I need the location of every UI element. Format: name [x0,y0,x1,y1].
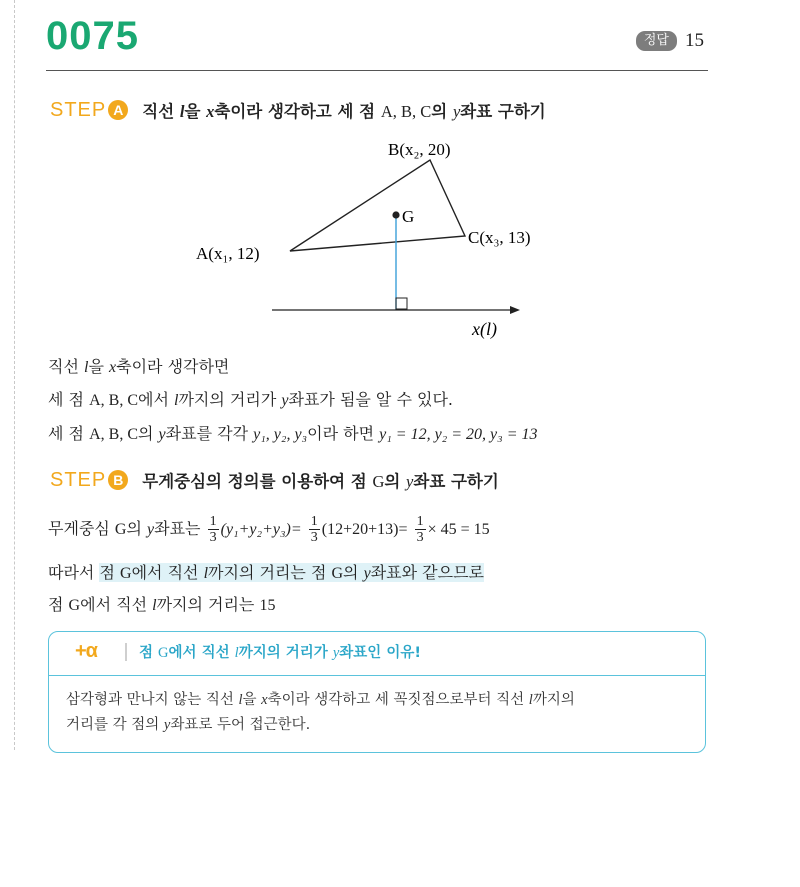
step-a-line-1: 직선 l을 x축이라 생각하면 [48,357,230,376]
step-b-line-3: 점 G에서 직선 l까지의 거리는 15 [48,595,276,614]
header-divider [46,70,708,71]
step-b-title: 무게중심의 정의를 이용하여 점 G의 y좌표 구하기 [142,472,499,491]
tip-body-line-1: 삼각형과 만나지 않는 직선 l을 x축이라 생각하고 세 꼭짓점으로부터 직선 l까지의 [66,692,575,708]
step-b-header [50,468,499,492]
page-margin-rule [14,0,15,750]
plus-alpha-icon: +α [75,640,97,662]
label-g: G [402,207,415,226]
tip-title: 점 G에서 직선 l까지의 거리가 y좌표인 이유! [138,645,421,661]
step-a-badge: A [108,100,128,120]
triangle-diagram [180,130,580,345]
step-b-line-1: 무게중심 G의 y좌표는 $\frac{1}{3}$ (y₁+y₂+y₃)= $\frac{1}{3}$ (12+20+13)= $\frac{1}{3}$ × 45 = 15 [48,514,490,545]
x-axis-arrow [510,306,520,314]
step-a-header [50,98,546,122]
centroid-point [392,211,399,218]
step-b-word: STEP [50,468,107,491]
tip-body-line-2: 거리를 각 점의 y좌표로 두어 접근한다. [66,717,311,733]
fraction-3: $\frac{1}{3}$ [416,514,424,545]
step-a-word: STEP [50,98,107,121]
fraction-2: $\frac{1}{3}$ [310,514,318,545]
tip-separator [125,643,127,661]
step-b-line-2: 따라서 점 G에서 직선 l까지의 거리는 점 G의 y좌표와 같으므로 [48,563,484,582]
step-a-line-3: 세 점 A, B, C의 y좌표를 각각 y₁, y₂, y₃이라 하면 y₁ = 12, y₂ = 20, y₃ = 13 [48,424,538,443]
answer-badge: 정답 [636,31,677,51]
answer-value: 15 [685,30,704,51]
right-angle-mark [396,298,407,309]
label-a: A(x₁, 12) [196,244,260,263]
fraction-1: $\frac{1}{3}$ [209,514,217,545]
label-b: B(x₂, 20) [388,140,451,159]
step-a-title: 직선 l을 x축이라 생각하고 세 점 A, B, C의 y좌표 구하기 [142,102,546,121]
tip-body [48,675,706,753]
problem-number: 0075 [46,14,139,58]
label-c: C(x₃, 13) [468,228,531,247]
highlighted-conclusion: 점 G에서 직선 l까지의 거리는 점 G의 y좌표와 같으므로 [99,563,484,582]
step-b-badge: B [108,470,128,490]
tip-header [75,640,421,663]
axis-label: x(l) [472,319,497,339]
answer-area [636,30,704,52]
triangle-abc [290,160,465,251]
step-a-line-2: 세 점 A, B, C에서 l까지의 거리가 y좌표가 됨을 알 수 있다. [48,390,454,409]
